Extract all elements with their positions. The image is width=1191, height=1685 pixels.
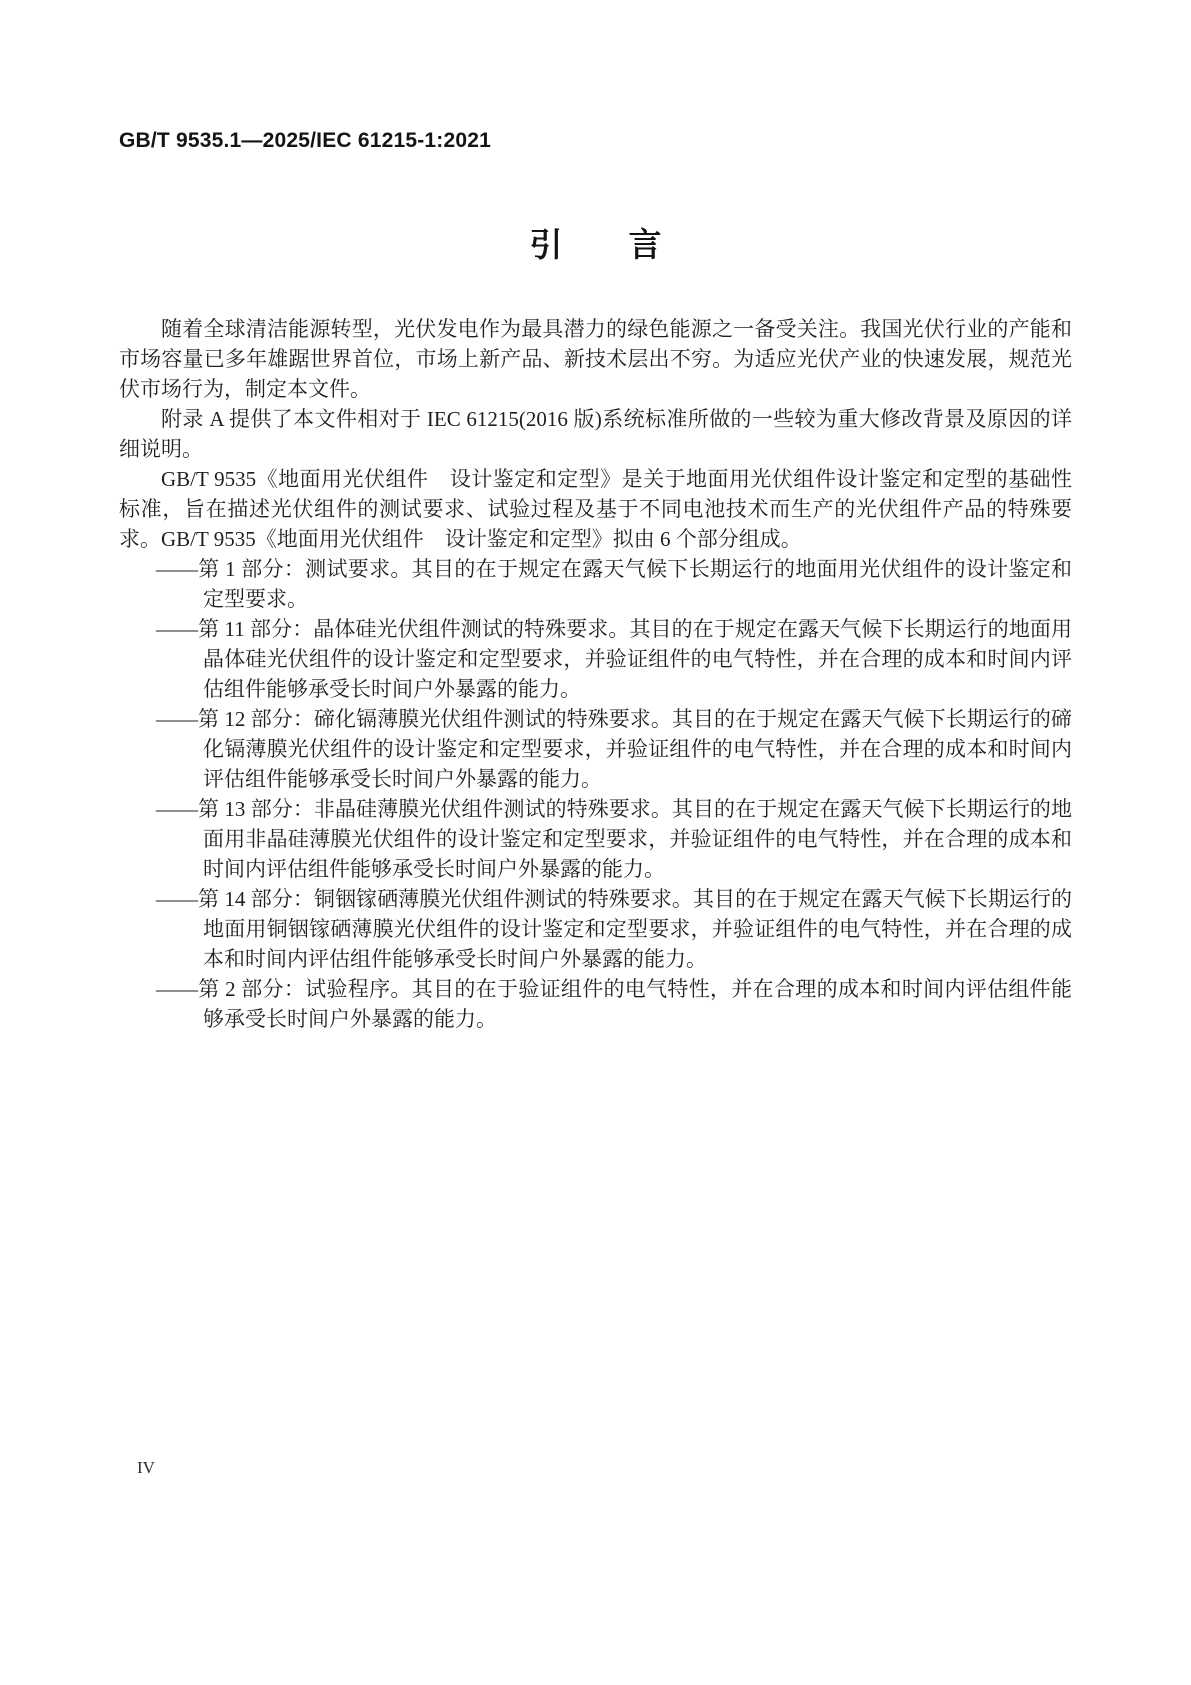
- list-item-part-14: ——第 14 部分：铜铟镓硒薄膜光伏组件测试的特殊要求。其目的在于规定在露天气候下长期运行的地面用铜铟镓硒薄膜光伏组件的设计鉴定和定型要求，并验证组件的电气特性，并在合理的成本和时间内评估组件能够承受长时间户外暴露的能力。: [156, 887, 1072, 971]
- list-item-part-12: ——第 12 部分：碲化镉薄膜光伏组件测试的特殊要求。其目的在于规定在露天气候下长期运行的碲化镉薄膜光伏组件的设计鉴定和定型要求，并验证组件的电气特性，并在合理的成本和时间内评估组件能够承受长时间户外暴露的能力。: [156, 707, 1072, 791]
- standard-number: GB/T 9535.1—2025/IEC 61215-1:2021: [119, 129, 491, 152]
- parts-list: [119, 554, 1072, 1034]
- page-number: IV: [137, 1458, 155, 1477]
- list-item-part-2: ——第 2 部分：试验程序。其目的在于验证组件的电气特性，并在合理的成本和时间内评估组件能够承受长时间户外暴露的能力。: [156, 977, 1072, 1031]
- list-item-part-11: ——第 11 部分：晶体硅光伏组件测试的特殊要求。其目的在于规定在露天气候下长期运行的地面用晶体硅光伏组件的设计鉴定和定型要求，并验证组件的电气特性，并在合理的成本和时间内评估组件能够承受长时间户外暴露的能力。: [156, 617, 1072, 701]
- list-item-part-13: ——第 13 部分：非晶硅薄膜光伏组件测试的特殊要求。其目的在于规定在露天气候下长期运行的地面用非晶硅薄膜光伏组件的设计鉴定和定型要求，并验证组件的电气特性，并在合理的成本和时间内评估组件能够承受长时间户外暴露的能力。: [156, 797, 1072, 881]
- intro-paragraph-3: GB/T 9535《地面用光伏组件 设计鉴定和定型》是关于地面用光伏组件设计鉴定和定型的基础性标准，旨在描述光伏组件的测试要求、试验过程及基于不同电池技术而生产的光伏组件产品的特殊要求。GB/T 9535《地面用光伏组件 设计鉴定和定型》拟由 6 个部分组成。: [119, 467, 1072, 551]
- introduction-body: [119, 314, 1072, 1034]
- intro-paragraph-1: 随着全球清洁能源转型，光伏发电作为最具潜力的绿色能源之一备受关注。我国光伏行业的产能和市场容量已多年雄踞世界首位，市场上新产品、新技术层出不穷。为适应光伏产业的快速发展，规范光伏市场行为，制定本文件。: [119, 317, 1072, 401]
- list-item-part-1: ——第 1 部分：测试要求。其目的在于规定在露天气候下长期运行的地面用光伏组件的设计鉴定和定型要求。: [156, 557, 1072, 611]
- page-title: 引 言: [529, 226, 662, 263]
- intro-paragraph-2: 附录 A 提供了本文件相对于 IEC 61215(2016 版)系统标准所做的一些较为重大修改背景及原因的详细说明。: [119, 407, 1072, 461]
